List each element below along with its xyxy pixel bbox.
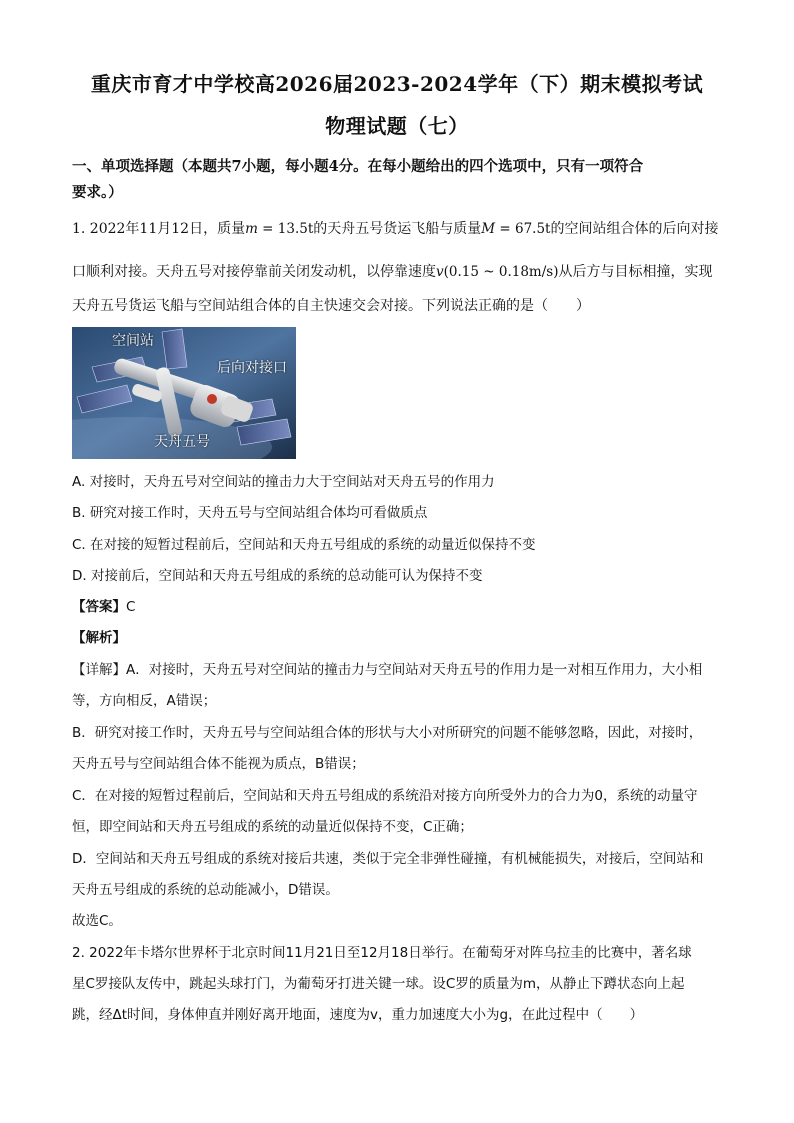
answer-tag: 【答案】 bbox=[72, 599, 126, 615]
q1-detail-4: 天舟五号与空间站组合体不能视为质点，B错误； bbox=[72, 756, 365, 772]
label-tianzhou-5: 天舟五号 bbox=[154, 434, 210, 450]
q1-option-b: B. 研究对接工作时，天舟五号与空间站组合体均可看做质点 bbox=[72, 505, 428, 521]
q1-line1: 1. 2022年11月12日，质量m = 13.5t的天舟五号货运飞船与质量M = 67.5t的空间站组合体的后向对接 bbox=[72, 221, 719, 237]
section-heading-line1: 一、单项选择题（本题共7小题，每小题4分。在每小题给出的四个选项中，只有一项符合 bbox=[72, 158, 644, 175]
space-station-photo bbox=[72, 327, 296, 459]
q1-detail-8: 天舟五号组成的系统的总动能减小，D错误。 bbox=[72, 882, 339, 898]
answer-value: C bbox=[126, 599, 136, 615]
q1-answer bbox=[72, 597, 727, 617]
label-rear-docking-port: 后向对接口 bbox=[217, 360, 287, 376]
q2-line3: 跳，经Δt时间，身体伸直并刚好离开地面，速度为v，重力加速度大小为g，在此过程中（ ） bbox=[72, 1007, 644, 1023]
q1-detail-1: 【详解】A．对接时，天舟五号对空间站的撞击力与空间站对天舟五号的作用力是一对相互作用力，大小相 bbox=[72, 662, 703, 678]
q1-detail-2: 等，方向相反，A错误； bbox=[72, 693, 217, 709]
exam-subtitle: 物理试题（七） bbox=[325, 114, 469, 138]
label-space-station: 空间站 bbox=[112, 333, 154, 349]
q1-detail-6: 恒，即空间站和天舟五号组成的系统的动量近似保持不变，C正确； bbox=[72, 819, 473, 835]
q1-detail-5: C．在对接的短暂过程前后，空间站和天舟五号组成的系统沿对接方向所受外力的合力为0，系统的动量守 bbox=[72, 788, 698, 804]
q1-analysis-tag: 【解析】 bbox=[72, 630, 126, 646]
exam-title: 重庆市育才中学校高2026届2023-2024学年（下）期末模拟考试 bbox=[90, 72, 704, 96]
q1-detail-9: 故选C。 bbox=[72, 913, 122, 929]
q1-option-c: C. 在对接的短暂过程前后，空间站和天舟五号组成的系统的动量近似保持不变 bbox=[72, 537, 536, 553]
q1-detail-7: D．空间站和天舟五号组成的系统对接后共速，类似于完全非弹性碰撞，有机械能损失，对接后，空间站和 bbox=[72, 851, 704, 867]
q1-line2: 口顺利对接。天舟五号对接停靠前关闭发动机，以停靠速度v(0.15 ~ 0.18m/s)从后方与目标相撞，实现 bbox=[72, 264, 713, 280]
q1-option-a: A. 对接时，天舟五号对空间站的撞击力大于空间站对天舟五号的作用力 bbox=[72, 474, 495, 490]
q1-detail-3: B．研究对接工作时，天舟五号与空间站组合体的形状与大小对所研究的问题不能够忽略，因此，对接时， bbox=[72, 725, 703, 741]
q1-line3: 天舟五号货运飞船与空间站组合体的自主快速交会对接。下列说法正确的是（ ） bbox=[72, 298, 590, 314]
section-heading-line2: 要求。） bbox=[72, 184, 123, 201]
q2-line2: 星C罗接队友传中，跳起头球打门，为葡萄牙打进关键一球。设C罗的质量为m，从静止下蹲状态向上起 bbox=[72, 976, 685, 992]
q1-option-d: D. 对接前后，空间站和天舟五号组成的系统的总动能可认为保持不变 bbox=[72, 568, 483, 584]
q2-line1: 2. 2022年卡塔尔世界杯于北京时间11月21日至12月18日举行。在葡萄牙对阵乌拉圭的比赛中，著名球 bbox=[72, 945, 692, 961]
